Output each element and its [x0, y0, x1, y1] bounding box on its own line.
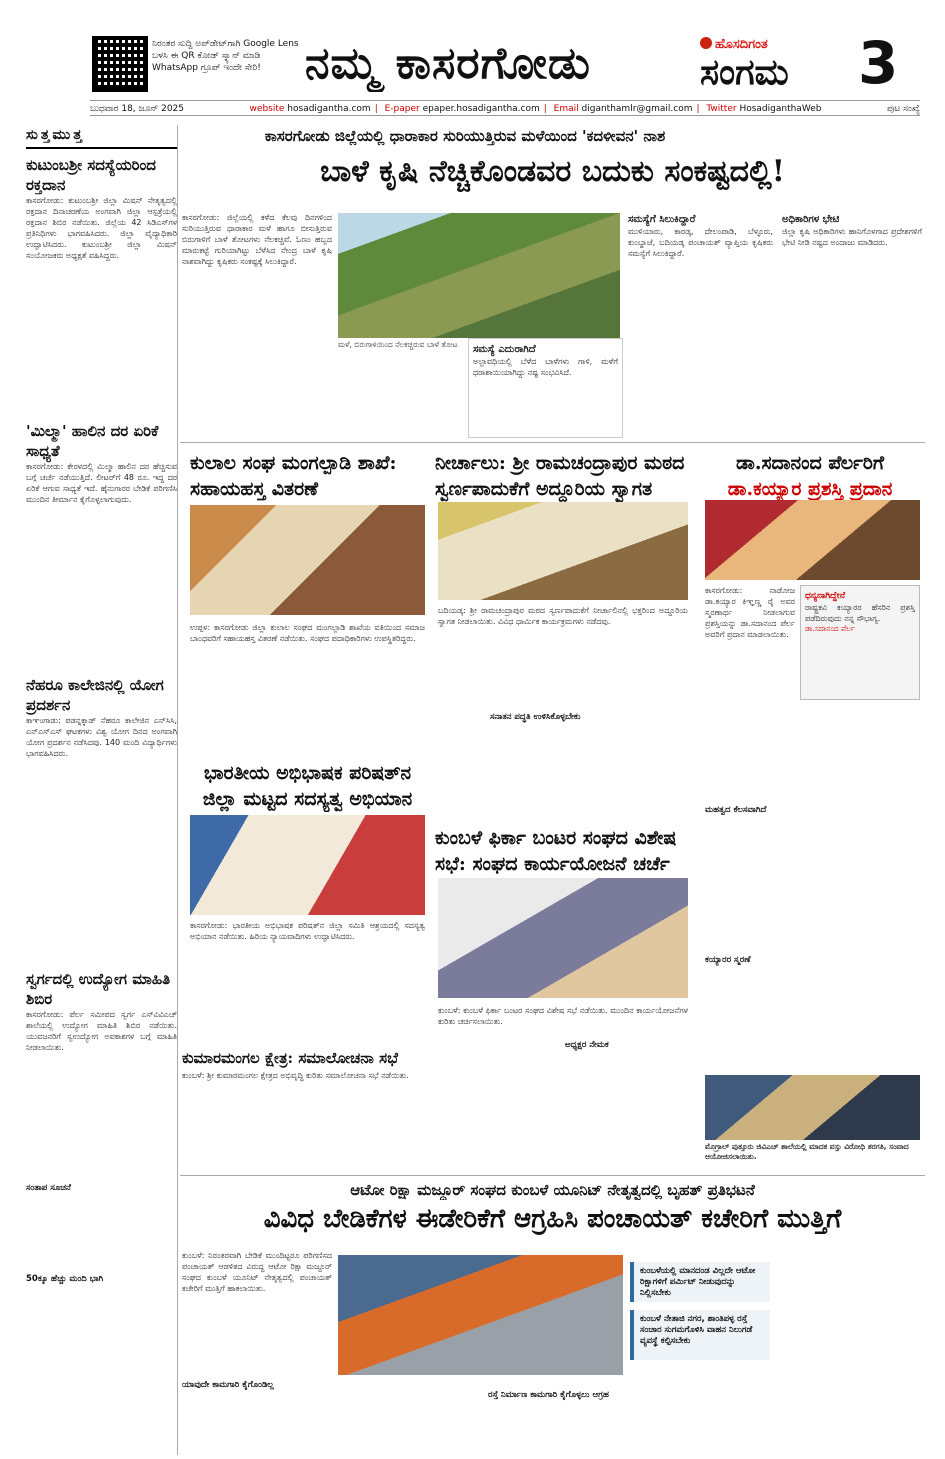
email-link[interactable]: diganthamlr@gmail.com [581, 104, 693, 114]
demand-box [630, 1262, 770, 1302]
sub-heading: ಸಂತಾಪ ಸೂಚನೆ [26, 1183, 72, 1193]
divider [180, 1175, 925, 1176]
abhibhavaka-photo [190, 815, 425, 915]
protest-photo [338, 1255, 623, 1375]
contact-strip: website hosadigantha.com | E-paper epaper.hosadigantha.com | Email diganthamlr@gmail.com | Twitter HosadiganthaWeb [249, 104, 822, 114]
story-heading: ಸ್ವರ್ಗದಲ್ಲಿ ಉದ್ಯೋಗ ಮಾಹಿತಿ ಶಿಬಿರ [26, 970, 171, 1008]
side-title: ಸಮಸ್ಯೆಗೆ ಸಿಲುಕಿದ್ದಾರೆ [628, 214, 696, 225]
lead-kicker: ಕಾಸರಗೋಡು ಜಿಲ್ಲೆಯಲ್ಲಿ ಧಾರಾಕಾರ ಸುರಿಯುತ್ತಿರುವ ಮಳೆಯಿಂದ 'ಕದಳೀವನ' ನಾಶ [264, 127, 666, 145]
story-body-abhibhavaka: ಕಾಸರಗೋಡು: ಭಾರತೀಯ ಅಭಿಭಾಷಕ ಪರಿಷತ್‌ನ ಜಿಲ್ಲಾ ಸಮಿತಿ ಆಶ್ರಯದಲ್ಲಿ ಸದಸ್ಯತ್ವ ಅಭಿಯಾನ ನಡೆಯಿತು. ಹಿರಿಯ ನ್ಯಾಯವಾದಿಗಳು ಉದ್ಘಾಟಿಸಿದರು. [190, 921, 425, 941]
edition-date: ಬುಧವಾರ 18, ಜೂನ್ 2025 [90, 104, 184, 114]
qr-code [92, 36, 148, 92]
side-story-1 [628, 213, 773, 438]
sub-heading: ರಸ್ತೆ ನಿರ್ಮಾಣ ಕಾಮಗಾರಿ ಕೈಗೊಳ್ಳಲು ಆಗ್ರಹ [488, 1390, 609, 1400]
sub-heading: ಅಧ್ಯಕ್ಷರ ನೇಮಕ [565, 1040, 609, 1050]
side-story-2 [782, 213, 922, 438]
left-column [26, 125, 178, 1455]
quote-author: ಡಾ.ಸದಾನಂದ ಪೆರ್ಲ [805, 624, 855, 633]
quote-text: ರಾಷ್ಟ್ರಕವಿ ಕಯ್ಯಾರರ ಹೆಸರಿನ ಪ್ರಶಸ್ತಿ ಪಡೆದಿರುವುದು ನನ್ನ ಸೌಭಾಗ್ಯ. [805, 603, 915, 623]
banner-kicker: ಆಟೋ ರಿಕ್ಷಾ ಮಜ್ದೂರ್ ಸಂಘದ ಕುಂಬಳೆ ಯೂನಿಟ್ ನೇತೃತ್ವದಲ್ಲಿ ಬೃಹತ್ ಪ್ರತಿಭಟನೆ [350, 1181, 755, 1199]
sub-heading: ಸನಾತನ ಪದ್ಧತಿ ಉಳಿಸಿಕೊಳ್ಳಬೇಕು [490, 712, 581, 722]
story-heading-kumaramangala: ಕುಮಾರಮಂಗಲ ಕ್ಷೇತ್ರ: ಸಮಾಲೋಚನಾ ಸಭೆ [182, 1049, 398, 1067]
publication-name: ಹೊಸದಿಗಂತ [715, 37, 768, 52]
story-body: ಕಾಞಂಗಾಡು: ಪಡನ್ನಕ್ಕಾಡ್ ನೆಹರೂ ಕಾಲೇಜಿನ ಎನ್‌ಸಿಸಿ, ಎನ್‌ಎಸ್‌ಎಸ್ ಘಟಕಗಳು ವಿಶ್ವ ಯೋಗ ದಿನದ ಅಂಗವಾಗಿ ಯೋಗ ಪ್ರದರ್ಶನ ನಡೆಸಿದವು. 140 ಮಂದಿ ವಿದ್ಯಾರ್ಥಿಗಳು ಭಾಗವಹಿಸಿದರು. [26, 716, 177, 758]
sub-heading: ಯಾವುದೇ ಕಾಮಗಾರಿ ಕೈಗೊಂಡಿಲ್ಲ [182, 1380, 274, 1390]
page-label: ಪುಟ ಸಂಖ್ಯೆ [887, 104, 920, 114]
story-body: ಕಾಸರಗೋಡು: ಕುಟುಂಬಶ್ರೀ ಜಿಲ್ಲಾ ಮಿಷನ್ ನೇತೃತ್ವದಲ್ಲಿ ರಕ್ತದಾನ ದಿನಾಚರಣೆಯ ಅಂಗವಾಗಿ ಜಿಲ್ಲಾ ಆಸ್ಪತ್ರೆಯಲ್ಲಿ ರಕ್ತದಾನ ಶಿಬಿರ ನಡೆಯಿತು. ಜಿಲ್ಲೆಯ 42 ಸಿಡಿಎಸ್‌ಗಳ ಪ್ರತಿನಿಧಿಗಳು ಭಾಗವಹಿಸಿದರು. ಜಿಲ್ಲಾ ವೈದ್ಯಾಧಿಕಾರಿ ಉದ್ಘಾಟಿಸಿದರು. ಕುಟುಂಬಶ್ರೀ ಜಿಲ್ಲಾ ಮಿಷನ್ ಸಂಯೋಜಕರು ಅಧ್ಯಕ್ಷತೆ ವಹಿಸಿದ್ದರು. [26, 196, 177, 260]
kumble-photo [438, 878, 688, 998]
story-heading-kumble: ಕುಂಬಳೆ ಫಿರ್ಕಾ ಬಂಟರ ಸಂಘದ ವಿಶೇಷ ಸಭೆ: ಸಂಘದ ಕಾರ್ಯಯೋಜನೆ ಚರ್ಚೆ [435, 827, 677, 875]
demand-1: ಕುಂಬಳೆಯಲ್ಲಿ ಮಾನದಂಡ ವಿಲ್ಲದೇ ಆಟೋ ರಿಕ್ಷಾಗಳಿಗೆ ಪರ್ಮಿಟ್ ನೀಡುವುದನ್ನು ನಿಲ್ಲಿಸಬೇಕು [640, 1266, 756, 1298]
story-body-neerchal: ಬದಿಯಡ್ಕ: ಶ್ರೀ ರಾಮಚಂದ್ರಾಪುರ ಮಠದ ಸ್ವರ್ಣಪಾದುಕೆಗೆ ನೀರ್ಚಾಲಿನಲ್ಲಿ ಭಕ್ತರಿಂದ ಅದ್ದೂರಿಯ ಸ್ವಾಗತ ನೀಡಲಾಯಿತು. ವಿವಿಧ ಧಾರ್ಮಿಕ ಕಾರ್ಯಕ್ರಮಗಳು ನಡೆದವು. [438, 606, 688, 626]
neerchal-photo [438, 502, 688, 600]
newspaper-brand: ನಮ್ಮ ಕಾಸರಗೋಡು [305, 38, 591, 89]
sub-heading: ಕಯ್ಯಾರರ ಸ್ಮರಣೆ [705, 955, 751, 965]
kulala-photo [190, 505, 425, 615]
sub-heading: 50ಕ್ಕೂ ಹೆಚ್ಚು ಮಂದಿ ಭಾಗಿ [26, 1274, 104, 1284]
logo-icon [700, 37, 712, 49]
story-body: ಕಾಸರಗೋಡು: ಪೆರ್ಲ ಸಮೀಪದ ಸ್ವರ್ಗ ಎಸ್‌ವಿವಿಎಚ್ ಶಾಲೆಯಲ್ಲಿ ಉದ್ಯೋಗ ಮಾಹಿತಿ ಶಿಬಿರ ನಡೆಯಿತು. ಯುವಜನರಿಗೆ ಸ್ವಉದ್ಯೋಗ ಅವಕಾಶಗಳ ಬಗ್ಗೆ ಮಾಹಿತಿ ನೀಡಲಾಯಿತು. [26, 1010, 177, 1052]
story-heading-award: ಡಾ.ಸದಾನಂದ ಪೆರ್ಲರಿಗೆ ಡಾ.ಕಯ್ಯಾರ ಪ್ರಶಸ್ತಿ ಪ್ರದಾನ [727, 452, 893, 500]
demand-2: ಕುಂಬಳೆ ನೇತಾಜಿ ನಗರ, ಶಾಂತಿಪಳ್ಳ ರಸ್ತೆ ಸಂಚಾರ ಸುಗಮಗೊಳಿಸಿ ವಾಹನ ನಿಲುಗಡೆ ವ್ಯವಸ್ಥೆ ಕಲ್ಪಿಸಬೇಕು [640, 1314, 753, 1346]
page-number: 3 [858, 32, 899, 94]
demand-box [630, 1310, 770, 1360]
poster-photo [705, 1075, 920, 1140]
story-body-kumaramangala: ಕುಂಬಳೆ: ಶ್ರೀ ಕುಮಾರಮಂಗಲ ಕ್ಷೇತ್ರದ ಅಭಿವೃದ್ಧಿ ಕುರಿತು ಸಮಾಲೋಚನಾ ಸಭೆ ನಡೆಯಿತು. [182, 1071, 409, 1080]
story-body-award: ಕಾಸರಗೋಡು: ನಾಡೋಜ ಡಾ.ಕಯ್ಯಾರ ಕಿಞ್ಞಣ್ಣ ರೈ ಅವರ ಸ್ಮರಣಾರ್ಥ ನೀಡಲಾಗುವ ಪ್ರಶಸ್ತಿಯನ್ನು ಡಾ.ಸದಾನಂದ ಪೆರ್ಲ ಅವರಿಗೆ ಪ್ರದಾನ ಮಾಡಲಾಯಿತು. [705, 586, 795, 639]
supplement-name: ಸಂಗಮ [700, 52, 789, 92]
story-heading-abhibhavaka: ಭಾರತೀಯ ಅಭಿಭಾಷಕ ಪರಿಷತ್‌ನ ಜಿಲ್ಲಾ ಮಟ್ಟದ ಸದಸ್ಯತ್ವ ಅಭಿಯಾನ [202, 762, 413, 810]
banner-headline: ವಿವಿಧ ಬೇಡಿಕೆಗಳ ಈಡೇರಿಕೆಗೆ ಆಗ್ರಹಿಸಿ ಪಂಚಾಯತ್ ಕಚೇರಿಗೆ ಮುತ್ತಿಗೆ [263, 1204, 842, 1234]
quote-title: ಧನ್ಯನಾಗಿದ್ದೇನೆ [805, 591, 846, 601]
story-heading: ಕುಟುಂಬಶ್ರೀ ಸದಸ್ಯೆಯರಿಂದ ರಕ್ತದಾನ [26, 156, 156, 194]
quote-box [800, 585, 920, 700]
banner-body: ಕುಂಬಳೆ: ನಿರಂತರವಾಗಿ ಬೇಡಿಕೆ ಮುಂದಿಟ್ಟರೂ ಪರಿಗಣಿಸದ ಪಂಚಾಯತ್ ಆಡಳಿತದ ವಿರುದ್ಧ ಆಟೋ ರಿಕ್ಷಾ ಮಜ್ದೂರ್ ಸಂಘದ ಕುಂಬಳೆ ಯೂನಿಟ್ ನೇತೃತ್ವದಲ್ಲಿ ಪಂಚಾಯತ್ ಕಚೇರಿಗೆ ಮುತ್ತಿಗೆ ಹಾಕಲಾಯಿತು. [182, 1251, 332, 1293]
section-logo: ಸುತ್ತಮುತ್ತ [26, 125, 177, 149]
website-link[interactable]: hosadigantha.com [287, 104, 371, 114]
info-bar [90, 100, 920, 116]
story-heading-neerchal: ನೀರ್ಚಾಲು: ಶ್ರೀ ರಾಮಚಂದ್ರಾಪುರ ಮಠದ ಸ್ವರ್ಣಪಾದುಕೆಗೆ ಅದ್ದೂರಿಯ ಸ್ವಾಗತ [435, 452, 685, 500]
story-heading: ನೆಹರೂ ಕಾಲೇಜಿನಲ್ಲಿ ಯೋಗ ಪ್ರದರ್ಶನ [26, 676, 164, 714]
sub-heading: ಮಹತ್ವದ ಕೆಲಸವಾಗಿದೆ [705, 805, 767, 815]
qr-instruction: ನಿರಂತರ ಸುದ್ದಿ ಅಪ್‌ಡೇಟ್‌ಗಾಗಿ Google Lens ಬಳಸಿ ಈ QR ಕೋಡ್ ಸ್ಕ್ಯಾನ್ ಮಾಡಿ WhatsApp ಗ್ರೂಪ್ ಇಂದೇ ಸೇರಿ! [152, 39, 299, 73]
publication-logo [700, 37, 768, 53]
photo-caption: ಮಳೆ, ಬಿರುಗಾಳಿಯಿಂದ ನೆಲಕಚ್ಚಿರುವ ಬಾಳೆ ತೋಟ [338, 340, 458, 349]
inset-body: ಅಲ್ಪಾವಧಿಯಲ್ಲಿ ಬೆಳೆದ ಬಾಳೆಗಳು ಗಾಳಿ, ಮಳೆಗೆ ಧರಾಶಾಯಿಯಾಗಿದ್ದು ನಷ್ಟ ಸಂಭವಿಸಿದೆ. [473, 357, 618, 377]
epaper-link[interactable]: epaper.hosadigantha.com [422, 104, 540, 114]
side-body: ಜಿಲ್ಲಾ ಕೃಷಿ ಅಧಿಕಾರಿಗಳು ಹಾನಿಗೊಳಗಾದ ಪ್ರದೇಶಗಳಿಗೆ ಭೇಟಿ ನೀಡಿ ನಷ್ಟದ ಅಂದಾಜು ಮಾಡಿದರು. [782, 227, 922, 247]
lead-body: ಕಾಸರಗೋಡು: ಜಿಲ್ಲೆಯಲ್ಲಿ ಕಳೆದ ಕೆಲವು ದಿನಗಳಿಂದ ಸುರಿಯುತ್ತಿರುವ ಧಾರಾಕಾರ ಮಳೆ ಹಾಗೂ ಬೀಸುತ್ತಿರುವ ಬಿರುಗಾಳಿಗೆ ಬಾಳೆ ತೋಟಗಳು ನೆಲಕಚ್ಚಿವೆ. ಓಣಂ ಹಬ್ಬದ ಮಾರುಕಟ್ಟೆ ಗುರಿಯಾಗಿಟ್ಟು ಬೆಳೆಸಿದ ನೇಂದ್ರ ಬಾಳೆ ಕೃಷಿ ನಾಶವಾಗಿದ್ದು ಕೃಷಿಕರು ಸಂಕಷ್ಟಕ್ಕೆ ಸಿಲುಕಿದ್ದಾರೆ. [182, 213, 332, 266]
inset-box [468, 338, 623, 438]
side-title: ಅಧಿಕಾರಿಗಳ ಭೇಟಿ [782, 214, 840, 225]
story-heading: 'ಮಿಲ್ಮಾ' ಹಾಲಿನ ದರ ಏರಿಕೆ ಸಾಧ್ಯತೆ [26, 422, 159, 460]
story-body: ಕಾಸರಗೋಡು: ಕೇರಳದಲ್ಲಿ ಮಿಲ್ಮಾ ಹಾಲಿನ ದರ ಹೆಚ್ಚಿಸುವ ಬಗ್ಗೆ ಚರ್ಚೆ ನಡೆಯುತ್ತಿದೆ. ಲೀಟರ್‌ಗೆ 48 ರೂ. ಇದ್ದ ದರ ಏರಿಕೆ ಆಗುವ ಸಾಧ್ಯತೆ ಇದೆ. ಹೈನುಗಾರರ ಬೇಡಿಕೆ ಪರಿಗಣಿಸಿ ಮುಂದಿನ ತೀರ್ಮಾನ ಕೈಗೊಳ್ಳಲಾಗುವುದು. [26, 462, 177, 504]
story-heading-kulala: ಕುಲಾಲ ಸಂಘ ಮಂಗಲ್ಪಾಡಿ ಶಾಖೆ: ಸಹಾಯಹಸ್ತ ವಿತರಣೆ [190, 452, 397, 500]
story-body-kumble: ಕುಂಬಳೆ: ಕುಂಬಳೆ ಫಿರ್ಕಾ ಬಂಟರ ಸಂಘದ ವಿಶೇಷ ಸಭೆ ನಡೆಯಿತು. ಮುಂದಿನ ಕಾರ್ಯಯೋಜನೆಗಳ ಕುರಿತು ಚರ್ಚಿಸಲಾಯಿತು. [438, 1006, 688, 1026]
divider [180, 442, 925, 443]
side-body: ಮುಳಿಯಾರು, ಕಾರಡ್ಕ, ದೇಲಂಪಾಡಿ, ಬೆಳ್ಳೂರು, ಕುಂಬ್ಡಾಜೆ, ಬದಿಯಡ್ಕ ಪಂಚಾಯತ್ ವ್ಯಾಪ್ತಿಯ ಕೃಷಿಕರು ಸಮಸ್ಯೆಗೆ ಸಿಲುಕಿದ್ದಾರೆ. [628, 227, 773, 258]
lead-headline: ಬಾಳೆ ಕೃಷಿ ನೆಚ್ಚಿಕೊಂಡವರ ಬದುಕು ಸಂಕಷ್ಟದಲ್ಲಿ! [320, 154, 785, 189]
award-photo [705, 500, 920, 580]
banana-field-photo [338, 213, 620, 338]
photo-caption: ಮೊಗ್ರಾಲ್ ಪುತ್ತೂರು ಜಿವಿಎಚ್ ಶಾಲೆಯಲ್ಲಿ ಮಾದಕ ವಸ್ತು ವಿರೋಧಿ ತರಗತಿ, ಸಂವಾದ ಆಯೋಜಿಸಲಾಯಿತು. [705, 1142, 909, 1161]
inset-title: ಸಮಸ್ಯೆ ಎದುರಾಗಿದೆ [473, 344, 536, 355]
twitter-link[interactable]: HosadiganthaWeb [739, 104, 822, 114]
story-body-kulala: ಉಪ್ಪಳ: ಕಾಸರಗೋಡು ಜಿಲ್ಲಾ ಕುಲಾಲ ಸಂಘದ ಮಂಗಲ್ಪಾಡಿ ಶಾಖೆಯ ವತಿಯಿಂದ ಸಮಾಜ ಬಾಂಧವರಿಗೆ ಸಹಾಯಹಸ್ತ ವಿತರಣೆ ನಡೆಯಿತು. ಸಂಘದ ಪದಾಧಿಕಾರಿಗಳು ಉಪಸ್ಥಿತರಿದ್ದರು. [190, 623, 425, 643]
